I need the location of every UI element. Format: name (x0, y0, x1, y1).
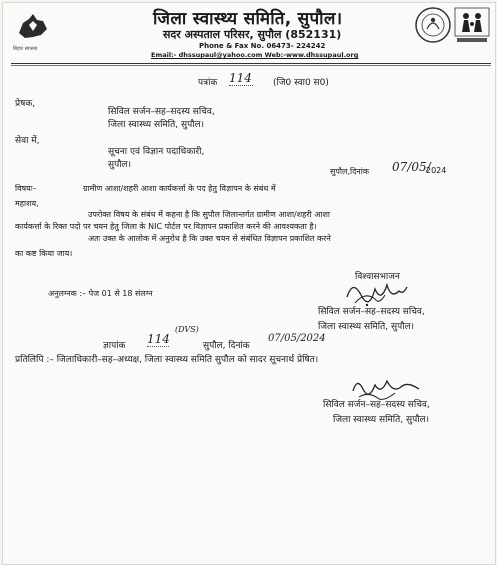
sender-line2: जिला स्वास्थ्य समिति, सुपौल। (108, 120, 205, 130)
header-title: जिला स्वास्थ्य समिति, सुपौल। (153, 9, 343, 29)
signatory-line2: जिला स्वास्थ्य समिति, सुपौल। (318, 322, 415, 332)
memo-number: 114 (147, 332, 170, 346)
recipient-label: सेवा में, (15, 136, 40, 146)
enclosure: अनुलग्नक :– पेज 01 से 18 संलग्न (48, 289, 153, 298)
recipient-line2: सुपौल। (108, 160, 132, 170)
ref-label: पत्रांक (198, 78, 218, 88)
ref-suffix: (जि0 स्वा0 स0) (273, 78, 329, 88)
header-phone: Phone & Fax No. 06473- 224242 (199, 42, 326, 50)
header-divider (11, 63, 491, 64)
letter-page (2, 2, 496, 565)
body-line4: का कष्ट किया जाय। (15, 249, 73, 258)
header-divider-thin (11, 65, 491, 66)
bihar-map-logo (15, 11, 51, 45)
salutation: महाशय, (15, 199, 39, 208)
subject-text: ग्रामीण आशा/शहरी आशा कार्यकर्त्ता के पद हेतु विज्ञापन के संबंध में (83, 184, 276, 193)
subject-label: विषयः– (15, 184, 37, 193)
header-email: Email:- dhssupaul@yahoo.com Web:-www.dhssupaul.org (151, 51, 359, 59)
recipient-line1: सूचना एवं विज्ञान पदाधिकारी, (108, 147, 205, 157)
ref-number: 114 (229, 71, 252, 85)
date-label: सुपौल,दिनांक (330, 167, 369, 176)
date-value: 07/05/ (392, 160, 431, 174)
copy-text: प्रतिलिपि :– जिलाधिकारी–सह–अध्यक्ष, जिला स्वास्थ्य समिति सुपौल को सादर सूचनार्थ प्रेषित। (15, 355, 319, 365)
sender-line1: सिविल सर्जन–सह–सदस्य सचिव, (108, 107, 215, 117)
body-line3: अतः उक्त के आलोक में अनुरोध है कि उक्त चयन से संबंधित विज्ञापन प्रकाशित करने (88, 234, 331, 243)
signatory-line1: सिविल सर्जन–सह–सदस्य सचिव, (318, 307, 425, 317)
body-line2: कार्यकर्त्ता के रिक्त पदो पर चयन हेतु जिला के NIC पोर्टल पर विज्ञापन प्रकाशित करने की आवश्यकता है। (15, 222, 317, 231)
memo-place: सुपौल, दिनांक (203, 341, 250, 351)
left-logo-caption: बिहार स्वास्थ्य (13, 46, 38, 52)
date-year: 2024 (426, 166, 447, 175)
memo-date: 07/05/2024 (268, 333, 326, 344)
nhm-logo (413, 5, 453, 45)
signatory2-line2: जिला स्वास्थ्य समिति, सुपौल। (333, 415, 430, 425)
memo-note: (DVS) (175, 325, 199, 334)
body-line1: उपरोक्त विषय के संबंध में कहना है कि सुपौल जिलान्तर्गत ग्रामीण आशा/शहरी आशा (88, 210, 330, 219)
closing: विश्वासभाजन (355, 272, 400, 282)
signatory2-line1: सिविल सर्जन–सह–सदस्य सचिव, (323, 400, 430, 410)
family-health-logo (451, 5, 493, 45)
sender-label: प्रेषक, (15, 99, 36, 109)
header-address: सदर अस्पताल परिसर, सुपौल (852131) (163, 28, 342, 41)
memo-label: ज्ञापांक (103, 341, 126, 351)
